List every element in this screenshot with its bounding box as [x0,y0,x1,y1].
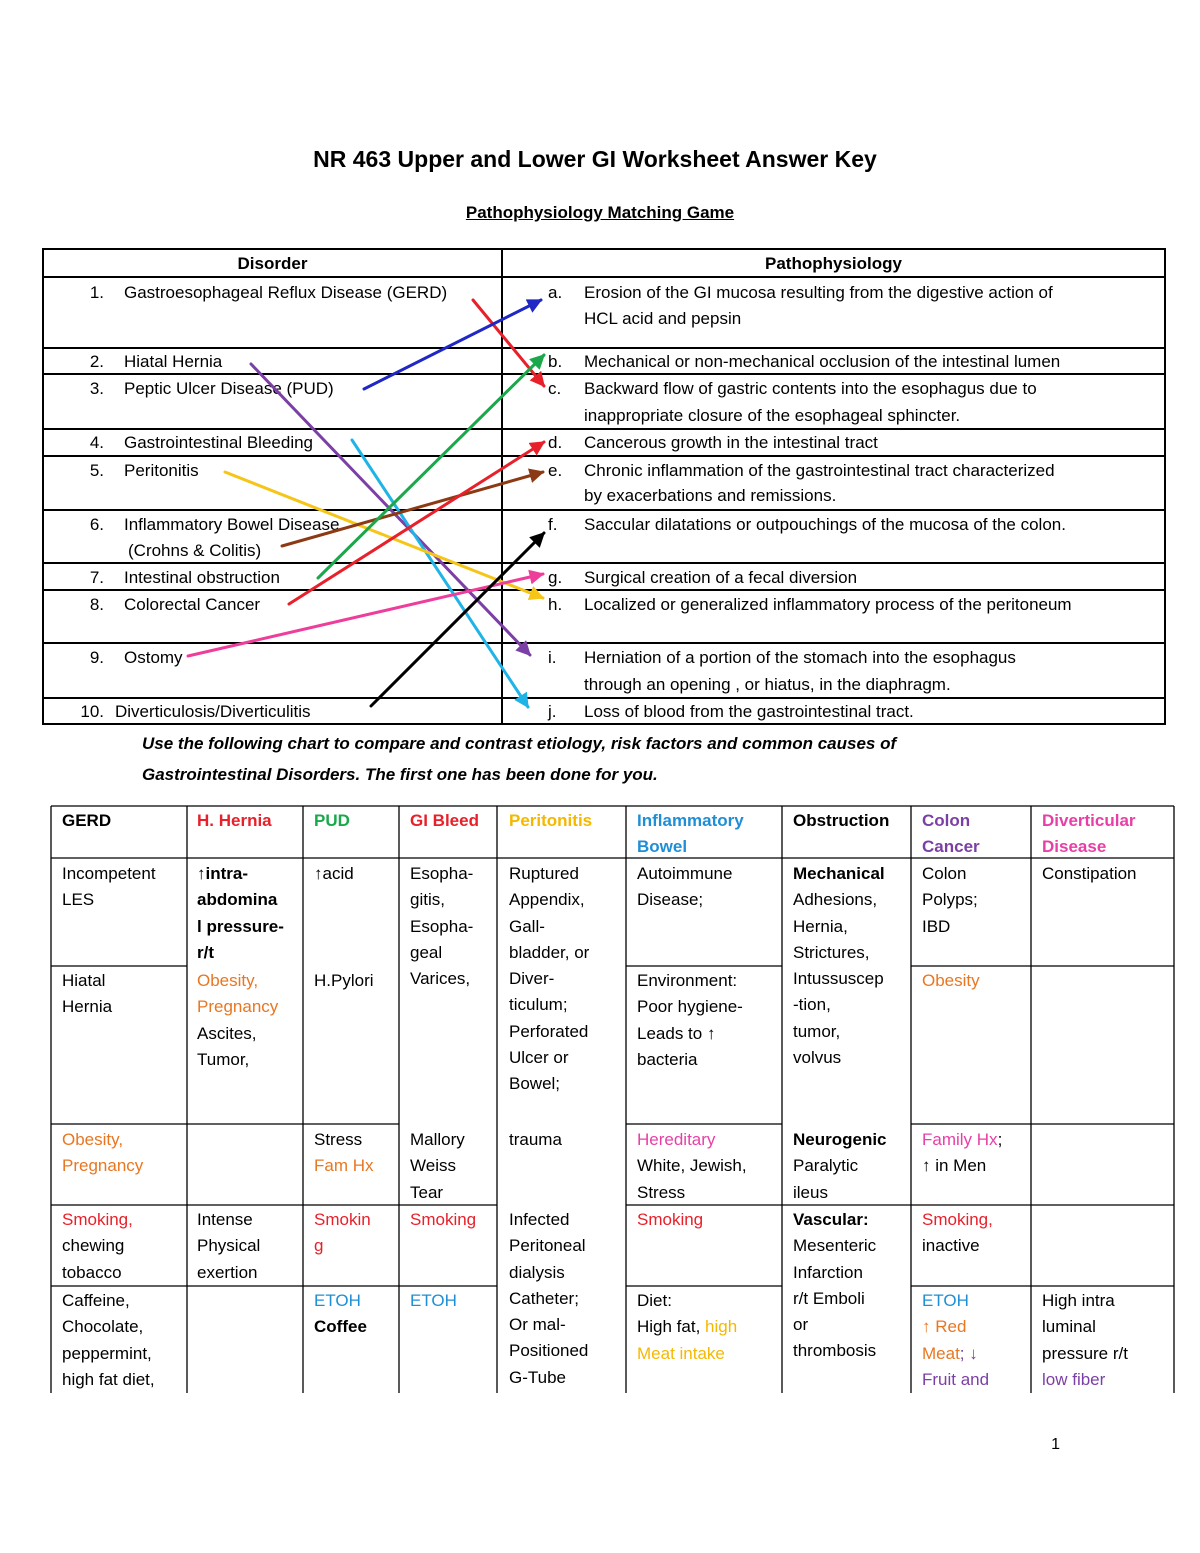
cell-line: volvus [793,1048,842,1068]
cell-line: Mechanical [793,864,885,883]
cell-line: Smoking, [62,1210,133,1229]
cell-line: Paralytic [793,1156,859,1176]
disorder-num: 9. [89,648,104,667]
page-number: 1 [1051,1436,1060,1453]
peritonitis-cell: trauma [509,1130,562,1149]
col-header-ibd-line: Bowel [637,837,688,857]
patho-text: Chronic inflammation of the gastrointestinal tract characterized [584,461,1055,480]
cell-line: bladder, or [509,942,590,962]
hhernia-cell [197,861,284,966]
cell-line: tumor, [793,1021,841,1041]
cell-line: Leads to ↑ [637,1023,716,1043]
disorder-label: Peptic Ulcer Disease (PUD) [124,379,334,398]
disorder-label: Peritonitis [124,461,199,480]
patho-text: Cancerous growth in the intestinal tract [584,433,878,452]
cell-line: Hiatal [62,971,106,990]
cell-line: high fat diet, [62,1369,155,1389]
cell-line: IBD [922,916,951,936]
patho-text: HCL acid and pepsin [584,309,742,328]
cell-line: dialysis [509,1262,565,1282]
disorder-num: 3. [89,379,104,398]
cell-line: Infected [509,1210,570,1229]
cell-line: Intussuscep [793,969,884,989]
cell-line: Polyps; [922,890,978,910]
cell-line: Environment: [637,971,738,990]
cell-line: Meat intake [637,1343,725,1363]
cell-line: Chocolate, [62,1317,144,1337]
cell-line: Appendix, [509,890,585,910]
cell-line: Weiss [410,1156,456,1176]
patho-letter: c. [548,379,562,398]
instructions-line: Gastrointestinal Disorders. The first one has been done for you. [142,765,658,784]
cell-fragment: High fat, [637,1317,701,1337]
patho-letter: j. [548,702,557,721]
cell-line: Smoking, [922,1210,993,1229]
cell-line: ↑ in Men [922,1156,987,1176]
cell-line: Catheter; [509,1288,579,1308]
cell-line-mixed [637,1314,737,1340]
patho-text: by exacerbations and remissions. [584,486,837,505]
pud-cell [314,1207,371,1260]
col-header-divert-line: Disease [1042,837,1107,857]
cell-line: l pressure- [197,916,284,936]
patho-text: Saccular dilatations or outpouchings of the mucosa of the colon. [584,515,1066,534]
gibleed-cell: Smoking [410,1210,477,1229]
disorder-label: Colorectal Cancer [124,595,261,614]
col-header-pud: PUD [314,811,350,830]
patho-letter: e. [548,461,563,480]
cell-fragment: Family Hx [922,1130,998,1149]
col-header-gibleed: GI Bleed [410,811,479,830]
cell-line: Fam Hx [314,1156,374,1176]
patho-letter: f. [548,515,558,534]
cell-line: Smokin [314,1210,371,1229]
patho-text: through an opening , or hiatus, in the diaphragm. [584,675,951,694]
patho-letter: i. [548,648,557,667]
cell-line: abdomina [197,890,278,910]
cell-line-mixed [922,1314,989,1340]
col-header-colon [922,808,980,861]
cell-fragment: ; ↓ [959,1343,978,1363]
ibd-cell [637,1127,747,1206]
disorder-num: 10. [80,702,104,721]
cell-line: exertion [197,1262,258,1282]
disorder-num: 8. [89,595,104,614]
disorder-label: Gastrointestinal Bleeding [124,433,314,452]
instructions-line: Use the following chart to compare and contrast etiology, risk factors and common causes of [142,734,897,753]
cell-line: Obesity, [197,971,259,990]
cell-fragment: ; [997,1130,1003,1149]
ibd-cell: Smoking [637,1210,704,1229]
patho-letter: h. [548,595,563,614]
cell-fragment: Meat [922,1343,960,1363]
cell-line: Vascular: [793,1210,869,1229]
disorder-num: 6. [89,515,104,534]
cell-line: Fruit and [922,1369,990,1389]
colon-cell [922,861,978,940]
gibleed-cell: ETOH [410,1291,457,1310]
gibleed-cell [410,861,473,992]
divert-cell [1042,1288,1128,1393]
col-header-divert-line: Diverticular [1042,811,1136,830]
disorder-header: Disorder [237,254,308,273]
cell-line: ileus [793,1182,828,1202]
patho-text: Backward flow of gastric contents into the esophagus due to [584,379,1037,398]
gerd-cell [62,1288,155,1393]
col-header-colon-line: Colon [922,811,971,830]
cell-line: geal [410,942,443,962]
cell-line: Neurogenic [793,1130,887,1149]
colon-cell [922,1288,989,1393]
cell-line: Adhesions, [793,890,878,910]
disorder-label: Inflammatory Bowel Disease [124,515,340,534]
cell-line: Coffee [314,1317,367,1337]
pud-cell [314,1288,367,1341]
page-title: NR 463 Upper and Lower GI Worksheet Answer Key [313,146,877,172]
cell-line: Tumor, [197,1049,250,1069]
cell-line: Pregnancy [197,997,279,1017]
patho-text: Mechanical or non-mechanical occlusion of the intestinal lumen [584,352,1061,371]
patho-text: Herniation of a portion of the stomach into the esophagus [584,648,1016,667]
cell-line: Diet: [637,1291,672,1310]
pud-cell [314,1127,374,1180]
cell-line: Physical [197,1236,261,1256]
cell-fragment: ↑ [922,1317,931,1337]
cell-line: Ruptured [509,864,579,883]
disorder-label: Gastroesophageal Reflux Disease (GERD) [124,283,448,302]
cell-line: or [793,1315,809,1335]
gerd-cell [62,1207,133,1286]
patho-text: Loss of blood from the gastrointestinal tract. [584,702,914,721]
cell-line: White, Jewish, [637,1156,747,1176]
disorder-num: 2. [89,352,104,371]
gerd-cell [62,861,156,914]
cell-line: luminal [1042,1317,1096,1337]
cell-line: Tear [410,1182,444,1202]
patho-letter: b. [548,352,563,371]
cell-line: Incompetent [62,864,156,883]
patho-letter: d. [548,433,563,452]
disorder-num: 1. [89,283,104,302]
ibd-cell [637,968,743,1073]
patho-text: inappropriate closure of the esophageal sphincter. [584,406,961,425]
patho-text: Surgical creation of a fecal diversion [584,568,858,587]
cell-line: chewing [62,1236,125,1256]
cell-line: Diver- [509,969,555,989]
pud-cell: H.Pylori [314,971,374,990]
patho-text: Erosion of the GI mucosa resulting from the digestive action of [584,283,1053,302]
cell-line: Disease; [637,890,704,910]
ibd-cell [637,1288,737,1367]
col-header-gerd: GERD [62,811,112,830]
gerd-cell [62,968,112,1021]
ibd-cell [637,861,732,914]
peritonitis-cell [509,1207,588,1391]
cell-line: Stress [314,1130,363,1149]
disorder-num: 4. [89,433,104,452]
cell-line: G-Tube [509,1367,567,1387]
cell-line: Infarction [793,1262,863,1282]
gerd-cell [62,1127,143,1180]
cell-line-mixed [922,1341,989,1367]
cell-line-mixed [922,1127,1002,1153]
cell-line: Hernia, [793,916,848,936]
patho-letter: a. [548,283,563,302]
col-header-ibd-line: Inflammatory [637,811,744,830]
cell-line: Mesenteric [793,1236,877,1256]
cell-line: Or mal- [509,1315,566,1335]
patho-text: Localized or generalized inflammatory process of the peritoneum [584,595,1072,614]
cell-line: Colon [922,864,967,883]
disorder-num: 5. [89,461,104,480]
cell-line: Perforated [509,1021,589,1041]
cell-line: Esopha- [410,864,474,883]
gibleed-cell [410,1127,465,1206]
disorder-label: Hiatal Hernia [124,352,223,371]
section-subtitle: Pathophysiology Matching Game [465,203,735,222]
cell-line: LES [62,890,95,910]
cell-line: low fiber [1042,1369,1106,1389]
hhernia-cell [197,1207,260,1286]
cell-line: Pregnancy [62,1156,144,1176]
divert-cell: Constipation [1042,864,1137,883]
cell-line: High intra [1042,1291,1115,1310]
cell-fragment: Red [935,1317,967,1337]
cell-line: Gall- [509,916,545,936]
col-header-obstruction: Obstruction [793,811,890,830]
cell-line: g [314,1236,324,1256]
disorder-label: Intestinal obstruction [124,568,280,587]
obstruction-cell [793,1127,887,1206]
cell-line: tobacco [62,1262,122,1282]
cell-line: Positioned [509,1341,589,1361]
peritonitis-cell [509,861,589,1098]
cell-line: Mallory [410,1130,465,1149]
cell-line: inactive [922,1236,980,1256]
col-header-divert [1042,808,1136,861]
cell-line: pressure r/t [1042,1343,1128,1363]
cell-line: Ulcer or [509,1048,569,1068]
cell-line: Ascites, [197,1023,257,1043]
cell-line: Caffeine, [62,1291,130,1310]
col-header-peritonitis: Peritonitis [509,811,593,830]
cell-fragment: high [705,1317,738,1337]
cell-line: Poor hygiene- [637,997,743,1017]
cell-line: Stress [637,1182,686,1202]
cell-line: ticulum; [509,995,568,1015]
cell-line: r/t [197,942,214,962]
cell-line: thrombosis [793,1341,877,1361]
cell-line: r/t Emboli [793,1288,865,1308]
cell-line: Esopha- [410,916,474,936]
cell-line: Obesity, [62,1130,124,1149]
obstruction-cell [793,1207,876,1365]
disorder-label-2: (Crohns & Colitis) [128,541,262,560]
cell-line: Hernia [62,997,113,1017]
cell-line: Intense [197,1210,253,1229]
cell-line: Bowel; [509,1074,561,1094]
cell-line: Strictures, [793,942,870,962]
disorder-num: 7. [89,568,104,587]
cell-line: gitis, [410,890,445,910]
cell-line: -tion, [793,995,831,1015]
obstruction-cell [793,861,885,1071]
cell-line: Hereditary [637,1130,716,1149]
col-header-hhernia: H. Hernia [197,811,272,830]
hhernia-cell [197,968,278,1073]
cell-line: peppermint, [62,1343,152,1363]
colon-cell: Obesity [922,971,980,990]
cell-line: ETOH [922,1291,969,1310]
pathophysiology-header: Pathophysiology [765,254,902,273]
cell-line: Autoimmune [637,864,733,883]
cell-line: ETOH [314,1291,361,1310]
cell-line: bacteria [637,1049,698,1069]
col-header-colon-line: Cancer [922,837,980,857]
col-header-ibd [637,808,744,861]
cell-line: Peritoneal [509,1236,586,1256]
patho-letter: g. [548,568,563,587]
colon-cell [922,1127,1002,1180]
disorder-label: Ostomy [124,648,183,667]
cell-line: ↑intra- [197,864,248,883]
cell-line: Varices, [410,969,471,989]
pud-cell: ↑acid [314,864,354,883]
colon-cell [922,1207,993,1260]
disorder-label: Diverticulosis/Diverticulitis [115,702,311,721]
